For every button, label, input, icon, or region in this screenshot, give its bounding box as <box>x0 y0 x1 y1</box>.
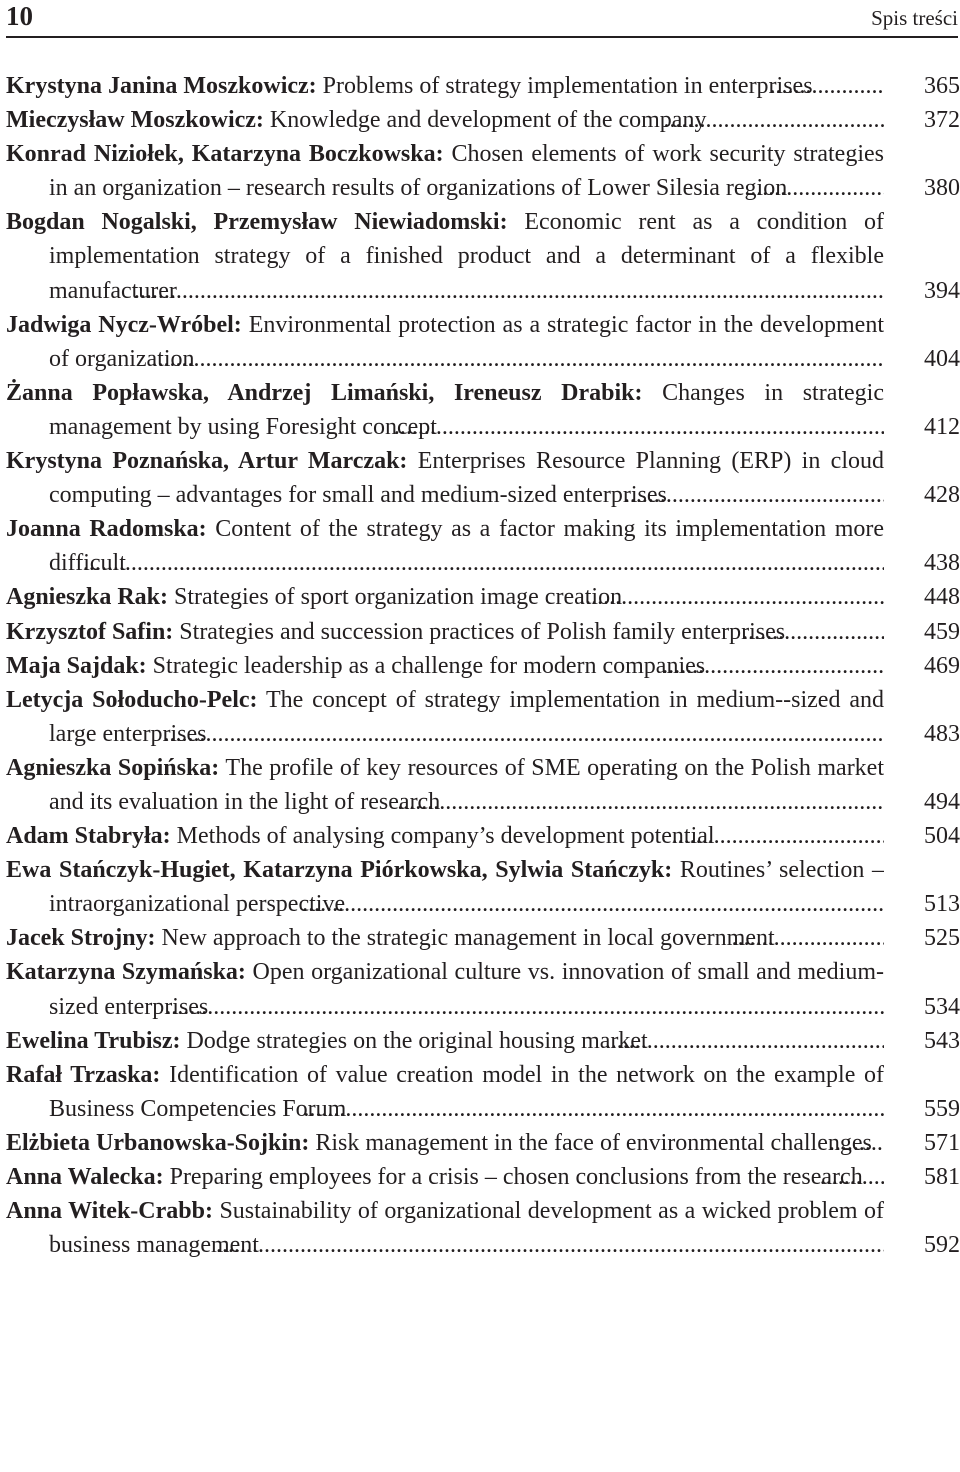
toc-title: Strategic leadership as a challenge for modern companies <box>152 652 706 679</box>
toc-entry <box>6 308 960 376</box>
toc-entry-text <box>6 580 884 614</box>
toc-page-number: 525 <box>924 925 960 952</box>
toc-title: New approach to the strategic management in local government <box>161 925 775 952</box>
toc-title: Changes in strategic management by using Foresight concept <box>49 379 884 440</box>
toc-entry <box>6 853 960 921</box>
toc-author: Ewelina Trubisz: <box>6 1027 181 1054</box>
toc-author: Krzysztof Safin: <box>6 618 174 645</box>
toc-entry-text <box>6 819 884 853</box>
toc-author: Adam Stabryła: <box>6 823 171 850</box>
toc-entry <box>6 103 960 137</box>
toc-entry-text <box>6 205 884 307</box>
toc-title: Problems of strategy implementation in enterprises <box>322 73 813 99</box>
toc-page-number: 404 <box>924 345 960 372</box>
toc-entry <box>6 683 960 751</box>
toc-author: Rafał Trzaska: <box>6 1061 161 1088</box>
toc-entry-text <box>6 1126 884 1160</box>
toc-entry-text <box>6 751 884 819</box>
toc-page-number: 494 <box>924 788 960 815</box>
toc-page-number: 592 <box>924 1232 960 1259</box>
toc-title: Risk management in the face of environmental challenges <box>315 1129 872 1156</box>
toc-page-number: 483 <box>924 720 960 747</box>
toc-page-number: 513 <box>924 891 960 918</box>
toc-page-number: 543 <box>924 1027 960 1054</box>
toc-entry <box>6 1024 960 1058</box>
toc-page-number: 459 <box>924 618 960 645</box>
toc-author: Anna Witek-Crabb: <box>6 1198 213 1225</box>
toc-page-number: 469 <box>924 652 960 679</box>
toc-entry-text <box>6 615 884 649</box>
toc-entry <box>6 921 960 955</box>
toc-page-number: 534 <box>924 993 960 1020</box>
toc-title: Strategies and succession practices of Polish family enterprises <box>179 618 786 645</box>
toc-title: Chosen elements of work security strategies in an organization – research results of organizations of Lower Silesia region <box>49 141 884 202</box>
toc-title: Content of the strategy as a factor making its implementation more difficult <box>49 516 884 577</box>
toc-entry <box>6 580 960 614</box>
toc-entry-text <box>6 683 884 751</box>
toc-page-number: 448 <box>924 584 960 611</box>
toc-title: Strategies of sport organization image creation <box>174 584 623 611</box>
toc-author: Agnieszka Rak: <box>6 584 169 611</box>
toc-author: Jadwiga Nycz-Wróbel: <box>6 311 242 338</box>
toc-title: Open organizational culture vs. innovation of small and medium-sized enterprises <box>49 959 884 1020</box>
toc-title: Routines’ selection – intraorganizational perspective <box>49 857 884 918</box>
toc-page-number: 438 <box>924 550 960 577</box>
toc-title: Sustainability of organizational development as a wicked problem of business management <box>49 1198 884 1259</box>
toc-entry <box>6 615 960 649</box>
toc-page-number: 571 <box>924 1129 960 1156</box>
toc-entry <box>6 205 960 307</box>
toc-entry <box>6 1058 960 1126</box>
toc-page-number: 504 <box>924 823 960 850</box>
toc-title: Knowledge and development of the company <box>269 107 707 134</box>
table-of-contents <box>6 69 960 1469</box>
toc-page-number: 380 <box>924 175 960 202</box>
toc-title: The concept of strategy implementation in medium--sized and large enterprises <box>49 686 884 747</box>
toc-title: Economic rent as a condition of implementation strategy of a finished product and a determinant of a flexible manufacturer <box>49 209 884 304</box>
toc-entry-text <box>6 1058 884 1126</box>
toc-author: Ewa Stańczyk-Hugiet, Katarzyna Piórkowska, Sylwia Stańczyk: <box>6 857 673 884</box>
toc-entry-text <box>6 308 884 376</box>
toc-author: Elżbieta Urbanowska-Sojkin: <box>6 1129 310 1156</box>
toc-entry <box>6 137 960 205</box>
toc-entry-text <box>6 649 884 683</box>
toc-author: Letycja Sołoducho-Pelc: <box>6 686 258 713</box>
toc-entry <box>6 1194 960 1262</box>
toc-author: Agnieszka Sopińska: <box>6 754 220 781</box>
toc-page-number: 365 <box>924 73 960 99</box>
toc-entry-text <box>6 853 884 921</box>
toc-entry <box>6 955 960 1023</box>
toc-entry-text <box>6 376 884 444</box>
toc-title: Identification of value creation model in the network on the example of Business Competencies Forum <box>49 1061 884 1122</box>
toc-title: Dodge strategies on the original housing market <box>186 1027 648 1054</box>
toc-title: The profile of key resources of SME operating on the Polish market and its evaluation in the light of research <box>49 754 884 815</box>
toc-title: Methods of analysing company’s development potential <box>176 823 715 850</box>
toc-author: Anna Walecka: <box>6 1164 164 1190</box>
toc-entry <box>6 819 960 853</box>
toc-entry <box>6 376 960 444</box>
toc-title: Enterprises Resource Planning (ERP) in cloud computing – advantages for small and medium-sized enterprises <box>49 448 884 509</box>
page-header <box>6 0 958 38</box>
toc-author: Maja Sajdak: <box>6 652 147 679</box>
toc-title: Environmental protection as a strategic factor in the development of organization <box>49 311 884 372</box>
toc-author: Katarzyna Szymańska: <box>6 959 246 986</box>
toc-author: Joanna Radomska: <box>6 516 207 543</box>
toc-page-number: 428 <box>924 482 960 509</box>
toc-page-number: 412 <box>924 413 960 440</box>
toc-entry <box>6 1160 960 1194</box>
toc-page-number: 394 <box>924 277 960 304</box>
toc-page-number: 559 <box>924 1095 960 1122</box>
page-number: 10 <box>6 1 33 31</box>
toc-entry-text <box>6 921 884 955</box>
toc-entry-text <box>6 1160 884 1194</box>
toc-author: Bogdan Nogalski, Przemysław Niewiadomski: <box>6 209 508 236</box>
toc-author: Mieczysław Moszkowicz: <box>6 107 264 134</box>
toc-page-number: 581 <box>924 1164 960 1190</box>
toc-entry <box>6 751 960 819</box>
toc-entry-text <box>6 1024 884 1058</box>
toc-author: Krystyna Janina Moszkowicz: <box>6 73 317 99</box>
toc-author: Jacek Strojny: <box>6 925 156 952</box>
toc-entry-text <box>6 444 884 512</box>
toc-entry-text <box>6 137 884 205</box>
toc-entry <box>6 69 960 103</box>
toc-entry-text <box>6 69 884 103</box>
toc-entry-text <box>6 1194 884 1262</box>
toc-author: Krystyna Poznańska, Artur Marczak: <box>6 448 408 475</box>
toc-entry <box>6 512 960 580</box>
toc-entry <box>6 444 960 512</box>
toc-entry-text <box>6 103 884 137</box>
toc-entry <box>6 649 960 683</box>
toc-author: Żanna Popławska, Andrzej Limański, Ireneusz Drabik: <box>6 379 643 406</box>
toc-entry-text <box>6 955 884 1023</box>
toc-author: Konrad Niziołek, Katarzyna Boczkowska: <box>6 141 444 168</box>
toc-entry <box>6 1126 960 1160</box>
toc-entry-text <box>6 512 884 580</box>
toc-title: Preparing employees for a crisis – chosen conclusions from the research <box>169 1164 863 1190</box>
running-head: Spis treści <box>871 6 958 30</box>
toc-page-number: 372 <box>924 107 960 134</box>
